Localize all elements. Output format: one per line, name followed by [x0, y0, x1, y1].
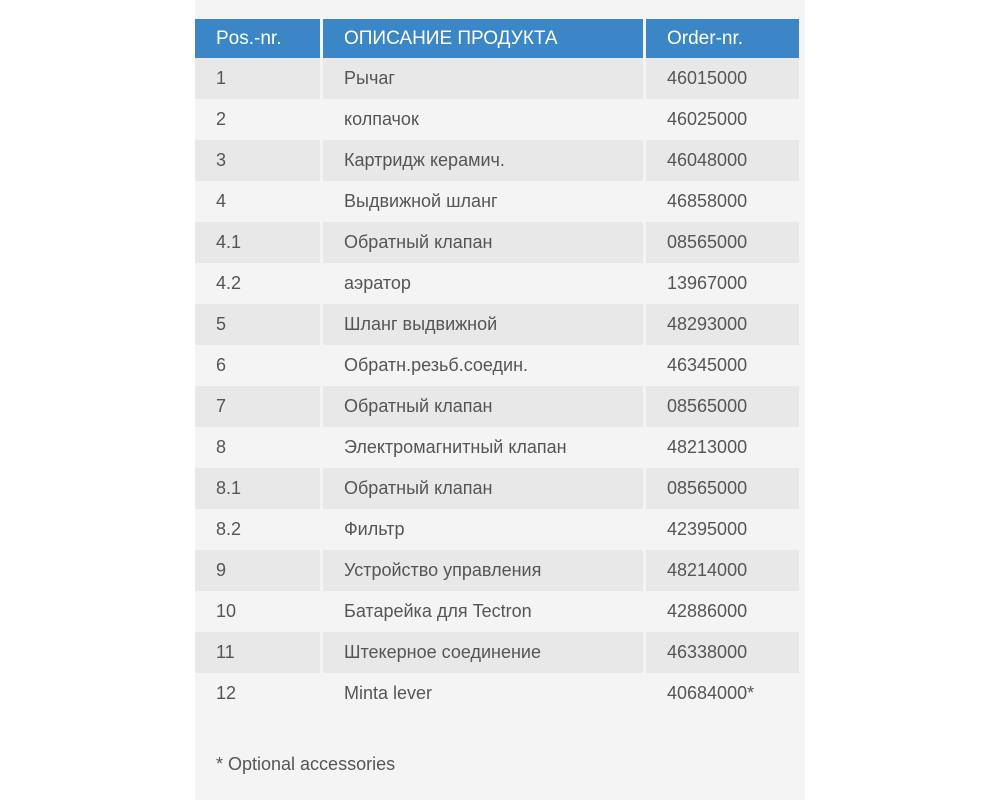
table-row: [195, 99, 799, 140]
cell-order: 46338000: [646, 632, 799, 673]
cell-pos: 9: [195, 550, 323, 591]
cell-order: 42886000: [646, 591, 799, 632]
table-row: [195, 427, 799, 468]
cell-order: 48213000: [646, 427, 799, 468]
parts-table: [195, 19, 799, 714]
table-row: [195, 181, 799, 222]
cell-order: 08565000: [646, 222, 799, 263]
cell-pos: 2: [195, 99, 323, 140]
cell-description: Штекерное соединение: [323, 632, 646, 673]
cell-description: Обратный клапан: [323, 386, 646, 427]
table-row: [195, 345, 799, 386]
footnote: * Optional accessories: [216, 754, 396, 774]
table-row: [195, 591, 799, 632]
header-order: Order-nr.: [646, 19, 799, 58]
cell-description: Шланг выдвижной: [323, 304, 646, 345]
table-row: [195, 304, 799, 345]
cell-description: Батарейка для Tectron: [323, 591, 646, 632]
cell-description: Обратный клапан: [323, 222, 646, 263]
cell-pos: 7: [195, 386, 323, 427]
cell-order: 48293000: [646, 304, 799, 345]
cell-pos: 1: [195, 58, 323, 99]
cell-pos: 8.1: [195, 468, 323, 509]
header-pos: Pos.-nr.: [195, 19, 323, 58]
table-row: [195, 386, 799, 427]
cell-pos: 4.2: [195, 263, 323, 304]
cell-order: 08565000: [646, 468, 799, 509]
cell-pos: 8.2: [195, 509, 323, 550]
cell-order: 46345000: [646, 345, 799, 386]
cell-pos: 11: [195, 632, 323, 673]
cell-order: 42395000: [646, 509, 799, 550]
cell-pos: 8: [195, 427, 323, 468]
cell-order: 40684000*: [646, 673, 799, 714]
table-row: [195, 632, 799, 673]
cell-description: Рычаг: [323, 58, 646, 99]
cell-pos: 6: [195, 345, 323, 386]
table-row: [195, 509, 799, 550]
cell-order: 13967000: [646, 263, 799, 304]
table-row: [195, 468, 799, 509]
table-body: [195, 58, 799, 714]
table-header-row: [195, 19, 799, 58]
cell-order: 46858000: [646, 181, 799, 222]
cell-description: Обратный клапан: [323, 468, 646, 509]
cell-pos: 5: [195, 304, 323, 345]
table-row: [195, 222, 799, 263]
cell-pos: 4.1: [195, 222, 323, 263]
table-row: [195, 58, 799, 99]
cell-order: 46025000: [646, 99, 799, 140]
cell-order: 46048000: [646, 140, 799, 181]
cell-description: Картридж керамич.: [323, 140, 646, 181]
cell-description: аэратор: [323, 263, 646, 304]
cell-order: 08565000: [646, 386, 799, 427]
cell-pos: 10: [195, 591, 323, 632]
header-description: ОПИСАНИЕ ПРОДУКТА: [323, 19, 646, 58]
table-row: [195, 550, 799, 591]
cell-pos: 3: [195, 140, 323, 181]
cell-description: Обратн.резьб.соедин.: [323, 345, 646, 386]
cell-order: 46015000: [646, 58, 799, 99]
cell-description: Электромагнитный клапан: [323, 427, 646, 468]
cell-order: 48214000: [646, 550, 799, 591]
table-row: [195, 140, 799, 181]
cell-description: Выдвижной шланг: [323, 181, 646, 222]
table-row: [195, 673, 799, 714]
cell-description: Устройство управления: [323, 550, 646, 591]
cell-description: Minta lever: [323, 673, 646, 714]
table-row: [195, 263, 799, 304]
cell-pos: 4: [195, 181, 323, 222]
cell-pos: 12: [195, 673, 323, 714]
cell-description: Фильтр: [323, 509, 646, 550]
cell-description: колпачок: [323, 99, 646, 140]
